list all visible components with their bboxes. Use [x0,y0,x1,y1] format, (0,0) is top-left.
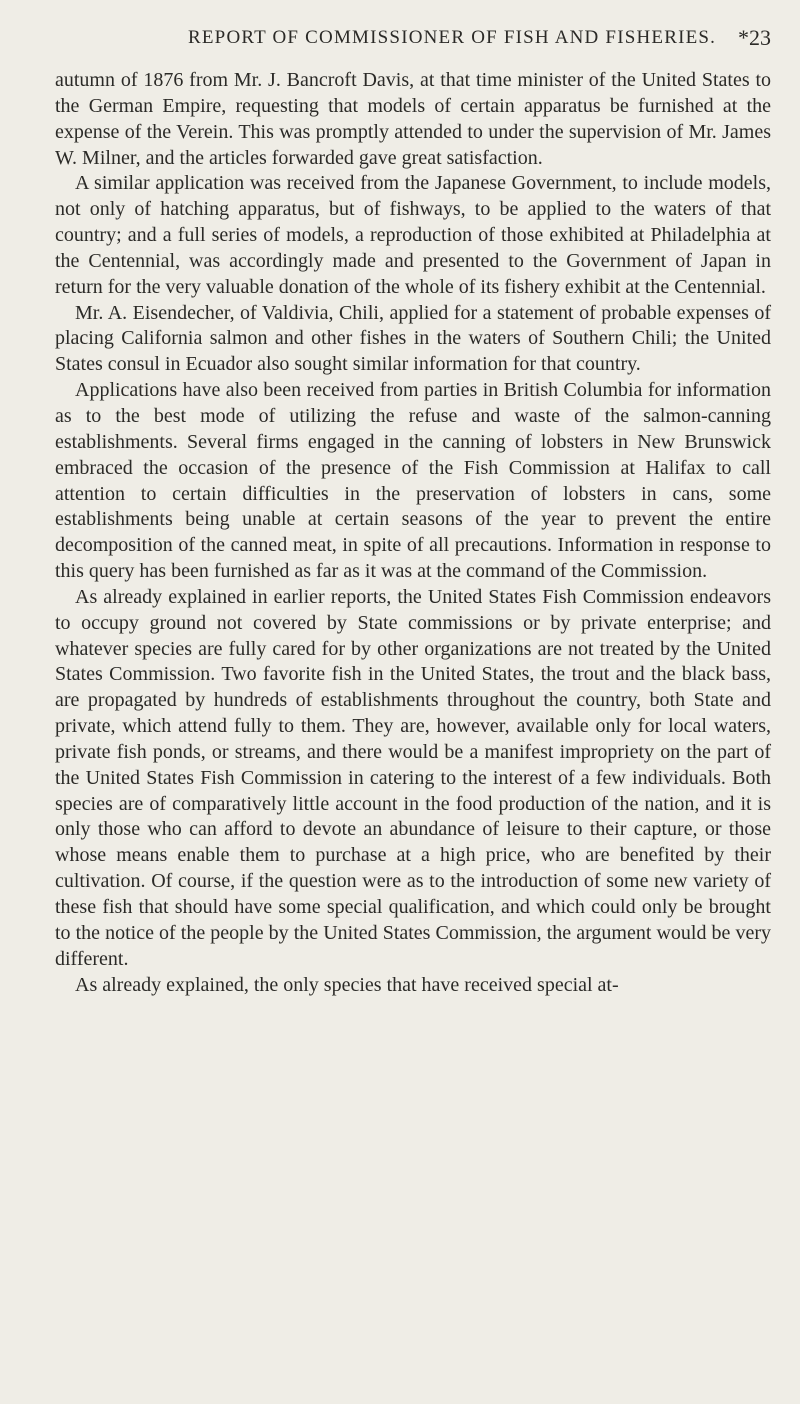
body-text [55,68,771,998]
paragraph-6: As already explained, the only species that have received special at- [75,973,619,996]
paragraph-2: A similar application was received from the Japanese Government, to include models, not only of hatching apparatus, but of fishways, to be applied to the waters of that country; and a full series of models, a reproduction of those exhibited at Philadelphia at the Centennial, was accordingly made and presented to the Government of Japan in return for the very valuable donation of the whole of its fishery exhibit at the Centennial. [55,172,771,298]
paragraph-4: Applications have also been received from parties in British Columbia for information as to the best mode of utilizing the refuse and waste of the salmon-canning establishments. Several firms engaged in the canning of lobsters in New Brunswick embraced the occasion of the presence of the Fish Commission at Halifax to call attention to certain difficulties in the preservation of lobsters in cans, some establishments being unable at certain seasons of the year to prevent the entire decomposition of the canned meat, in spite of all precautions. Information in response to this query has been furnished as far as it was at the command of the Commission. [55,379,771,583]
paragraph-5: As already explained in earlier reports, the United States Fish Commission endeavors to occupy ground not covered by State commissions or by private enterprise; and whatever species are fully cared for by other organizations are not treated by the United States Commission. Two favorite fish in the United States, the trout and the black bass, are propagated by hundreds of establishments throughout the country, both State and private, which attend fully to them. They are, however, available only for local waters, private fish ponds, or streams, and there would be a manifest impropriety on the part of the United States Fish Commission in catering to the interest of a few individuals. Both species are of comparatively little account in the food production of the nation, and it is only those who can afford to devote an abundance of leisure to their capture, or those whose means enable them to purchase at a high price, who are benefited by their cultivation. Of course, if the question were as to the introduction of some new variety of these fish that should have some special qualification, and which could only be brought to the notice of the people by the United States Commission, the argument would be very different. [55,585,771,970]
running-title: REPORT OF COMMISSIONER OF FISH AND FISHERIES. [188,27,717,48]
page-number: *23 [738,25,771,50]
paragraph-3: Mr. A. Eisendecher, of Valdivia, Chili, applied for a statement of probable expenses of placing California salmon and other fishes in the waters of Southern Chili; the United States consul in Ecuador also sought similar information for that country. [55,301,771,376]
paragraph-1: autumn of 1876 from Mr. J. Bancroft Davis, at that time minister of the United States to the German Empire, requesting that models of certain apparatus be furnished at the expense of the Verein. This was promptly attended to under the supervision of Mr. James W. Milner, and the articles forwarded gave great satisfaction. [55,69,771,169]
running-head [0,27,800,53]
